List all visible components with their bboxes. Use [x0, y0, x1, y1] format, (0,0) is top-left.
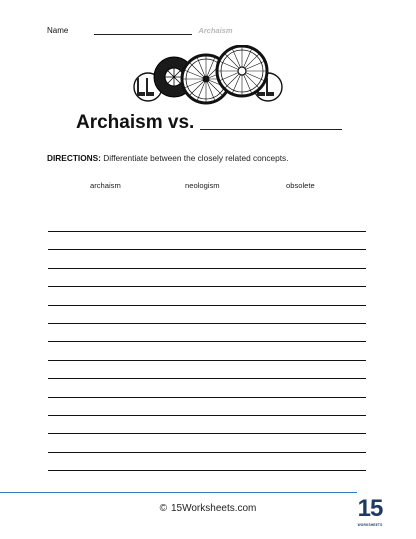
writing-line — [48, 434, 366, 452]
topic-label: Archaism — [198, 26, 233, 35]
writing-line — [48, 324, 366, 342]
name-label: Name — [47, 26, 69, 35]
directions-text: Differentiate between the closely related concepts. — [100, 153, 289, 163]
writing-line — [48, 379, 366, 397]
writing-line — [48, 250, 366, 268]
page-title: Archaism vs. — [76, 112, 195, 133]
writing-line — [48, 361, 366, 379]
writing-line — [48, 232, 366, 250]
footer-rule — [0, 492, 357, 493]
term-archaism: archaism — [90, 181, 121, 190]
term-neologism: neologism — [185, 181, 220, 190]
writing-line — [48, 453, 366, 471]
badge-number: 15 — [357, 495, 383, 522]
title-blank-line — [200, 113, 342, 130]
writing-line — [48, 398, 366, 416]
name-row — [47, 26, 233, 35]
directions-label: DIRECTIONS: — [47, 153, 101, 163]
title-row — [76, 112, 342, 134]
writing-line — [48, 287, 366, 305]
writing-lines — [48, 231, 366, 471]
writing-line — [48, 269, 366, 287]
directions — [47, 153, 289, 163]
writing-line — [48, 416, 366, 434]
footer-site: 15Worksheets.com — [170, 503, 257, 514]
old-wheels-illustration — [132, 45, 284, 110]
brand-badge — [354, 496, 386, 534]
badge-sub: WORKSHEETS — [357, 523, 383, 527]
term-obsolete: obsolete — [286, 181, 315, 190]
copyright-symbol: © — [159, 503, 167, 514]
writing-line — [48, 306, 366, 324]
name-line — [94, 26, 192, 35]
writing-line — [48, 342, 366, 360]
